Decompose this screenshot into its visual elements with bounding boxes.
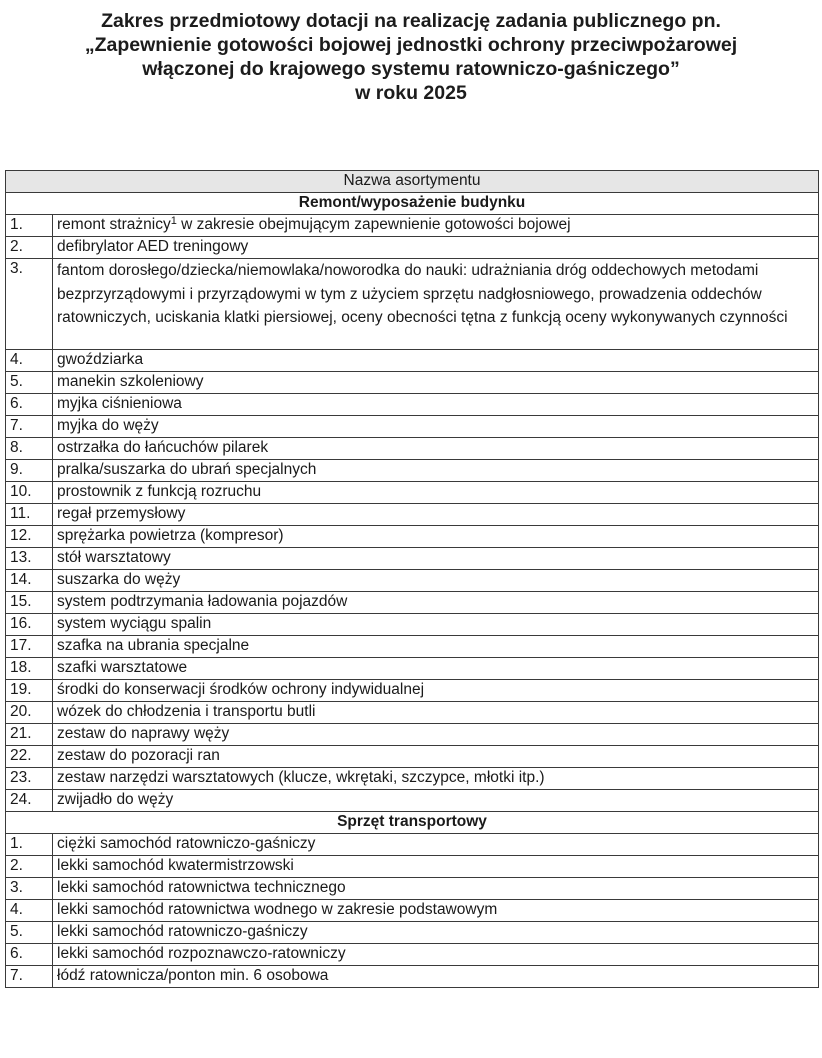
footnote-marker: 1 (170, 215, 177, 227)
table-row (6, 438, 819, 460)
item-name: lekki samochód ratownictwa technicznego (53, 878, 819, 900)
item-number: 19. (6, 680, 53, 702)
item-number: 2. (6, 856, 53, 878)
table-row (6, 614, 819, 636)
table-row (6, 966, 819, 988)
item-name: gwoździarka (53, 350, 819, 372)
assortment-table (5, 170, 819, 988)
item-number: 23. (6, 768, 53, 790)
item-number: 17. (6, 636, 53, 658)
item-number: 1. (6, 215, 53, 237)
item-name: szafka na ubrania specjalne (53, 636, 819, 658)
item-name: system podtrzymania ładowania pojazdów (53, 592, 819, 614)
table-row (6, 768, 819, 790)
document-title (0, 9, 822, 105)
item-name: stół warsztatowy (53, 548, 819, 570)
table-row (6, 259, 819, 350)
item-name: ostrzałka do łańcuchów pilarek (53, 438, 819, 460)
table-row (6, 548, 819, 570)
section-row (6, 193, 819, 215)
item-name: suszarka do węży (53, 570, 819, 592)
item-number: 13. (6, 548, 53, 570)
item-name: fantom dorosłego/dziecka/niemowlaka/noworodka do nauki: udrażniania dróg oddechowych metodami bezprzyrządowymi i przyrządowymi w tym z użyciem sprzętu nadgłosniowego, prowadzenia oddechów ratowniczych, uciskania klatki piersiowej, oceny obecności tętna z funkcją oceny wykonywanych czynności (53, 259, 819, 350)
title-line-1: Zakres przedmiotowy dotacji na realizację zadania publicznego pn. (101, 10, 721, 32)
item-number: 16. (6, 614, 53, 636)
item-name: zwijadło do węży (53, 790, 819, 812)
item-name: ciężki samochód ratowniczo-gaśniczy (53, 834, 819, 856)
table-row (6, 702, 819, 724)
item-number: 24. (6, 790, 53, 812)
item-number: 4. (6, 350, 53, 372)
item-number: 8. (6, 438, 53, 460)
table-row (6, 834, 819, 856)
section-title: Sprzęt transportowy (6, 812, 819, 834)
table-row (6, 482, 819, 504)
table-row (6, 790, 819, 812)
item-name: lekki samochód kwatermistrzowski (53, 856, 819, 878)
item-name: regał przemysłowy (53, 504, 819, 526)
item-number: 15. (6, 592, 53, 614)
item-number: 5. (6, 372, 53, 394)
item-number: 11. (6, 504, 53, 526)
table-row (6, 570, 819, 592)
item-name: lekki samochód rozpoznawczo-ratowniczy (53, 944, 819, 966)
item-number: 6. (6, 394, 53, 416)
table-header: Nazwa asortymentu (6, 171, 819, 193)
item-name: remont strażnicy$^1$ w zakresie obejmującym zapewnienie gotowości bojowej (53, 215, 819, 237)
item-name: lekki samochód ratownictwa wodnego w zakresie podstawowym (53, 900, 819, 922)
item-number: 3. (6, 259, 53, 350)
item-name: pralka/suszarka do ubrań specjalnych (53, 460, 819, 482)
table-row (6, 372, 819, 394)
item-name: manekin szkoleniowy (53, 372, 819, 394)
item-number: 21. (6, 724, 53, 746)
table-row (6, 460, 819, 482)
table-row (6, 504, 819, 526)
item-number: 12. (6, 526, 53, 548)
item-name: myjka ciśnieniowa (53, 394, 819, 416)
item-name: system wyciągu spalin (53, 614, 819, 636)
table-row (6, 900, 819, 922)
item-name: myjka do węży (53, 416, 819, 438)
item-number: 1. (6, 834, 53, 856)
table-body (6, 193, 819, 988)
item-name: zestaw do pozoracji ran (53, 746, 819, 768)
item-number: 6. (6, 944, 53, 966)
item-number: 10. (6, 482, 53, 504)
item-number: 20. (6, 702, 53, 724)
item-number: 22. (6, 746, 53, 768)
item-number: 7. (6, 416, 53, 438)
table-row (6, 526, 819, 548)
item-name: zestaw do naprawy węży (53, 724, 819, 746)
table-row (6, 416, 819, 438)
item-name: środki do konserwacji środków ochrony indywidualnej (53, 680, 819, 702)
table-row (6, 237, 819, 259)
item-number: 4. (6, 900, 53, 922)
table-row (6, 592, 819, 614)
item-name: lekki samochód ratowniczo-gaśniczy (53, 922, 819, 944)
item-name: defibrylator AED treningowy (53, 237, 819, 259)
title-line-2: „Zapewnienie gotowości bojowej jednostki ochrony przeciwpożarowej (84, 34, 738, 56)
item-number: 18. (6, 658, 53, 680)
table-row (6, 922, 819, 944)
item-number: 5. (6, 922, 53, 944)
section-title: Remont/wyposażenie budynku (6, 193, 819, 215)
table-row (6, 680, 819, 702)
table-row (6, 636, 819, 658)
title-line-3: włączonej do krajowego systemu ratowniczo-gaśniczego” (142, 58, 680, 80)
table-row (6, 856, 819, 878)
section-row (6, 812, 819, 834)
item-name: sprężarka powietrza (kompresor) (53, 526, 819, 548)
table-header-row (6, 171, 819, 193)
item-number: 2. (6, 237, 53, 259)
item-name: łódź ratownicza/ponton min. 6 osobowa (53, 966, 819, 988)
title-line-4: w roku 2025 (355, 82, 467, 104)
table-row (6, 724, 819, 746)
item-number: 14. (6, 570, 53, 592)
item-name: wózek do chłodzenia i transportu butli (53, 702, 819, 724)
item-number: 7. (6, 966, 53, 988)
item-name: zestaw narzędzi warsztatowych (klucze, wkrętaki, szczypce, młotki itp.) (53, 768, 819, 790)
table-row (6, 878, 819, 900)
table-row (6, 394, 819, 416)
table-row (6, 350, 819, 372)
table-row (6, 658, 819, 680)
item-number: 9. (6, 460, 53, 482)
item-number: 3. (6, 878, 53, 900)
item-name: prostownik z funkcją rozruchu (53, 482, 819, 504)
table-row (6, 944, 819, 966)
table-row (6, 746, 819, 768)
table-row (6, 215, 819, 237)
item-name: szafki warsztatowe (53, 658, 819, 680)
